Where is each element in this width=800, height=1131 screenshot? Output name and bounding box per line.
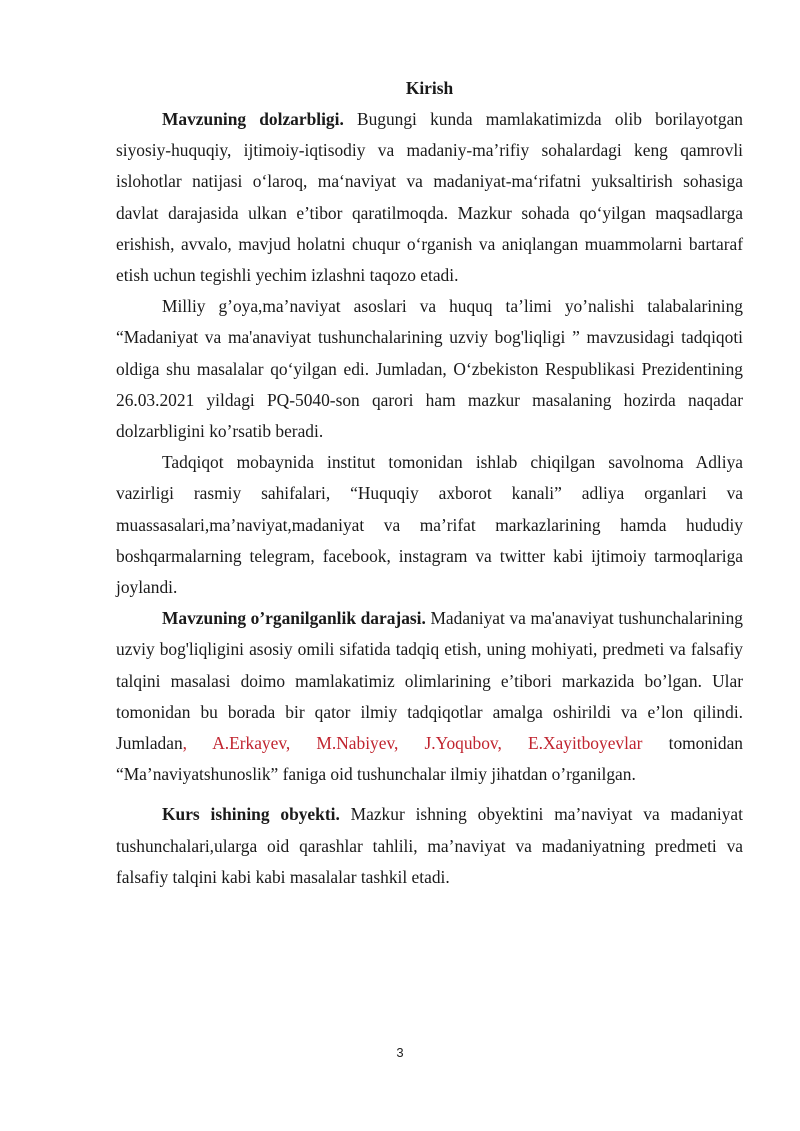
paragraph-heading: Mavzuning o’rganilganlik darajasi. [162,608,426,629]
paragraph-text: Mazkur ishning obyektini ma’naviyat va madaniyat tushunchalari,ularga oid qarashlar tahlili, ma’naviyat va madaniyatning predmeti va falsafiy talqini kabi kabi masalalar tashkil etadi. [116,804,743,887]
paragraph-text: Tadqiqot mobaynida institut tomonidan ishlab chiqilgan savolnoma Adliya vazirligi rasmiy sahifalari, “Huquqiy axborot kanali” adliya organlari va muassasalari,ma’naviyat,madaniyat va ma’rifat markazlarining hamda hududiy boshqarmalarning telegram, facebook, instagram va twitter kabi ijtimoiy tarmoqlariga joylandi. [116,452,743,598]
paragraph-goal [116,291,743,447]
paragraph-research [116,447,743,603]
paragraph-text: Madaniyat va ma'anaviyat tushunchalarining uzviy bog'liqligini asosiy omili sifatida tadqiq etish, uning mohiyati, predmeti va falsafiy talqini masalasi doimo mamlakatimiz olimlarining e’tibori markazida bo’lgan. Ular tomonidan bu borada bir qator ilmiy tadqiqotlar amalga oshirildi va e’lon qilindi. Jumladan [116,608,743,754]
page-title: Kirish [405,78,454,98]
paragraph-object [116,799,743,893]
paragraph-relevance [116,104,743,291]
author-names: , A.Erkayev, M.Nabiyev, J.Yoqubov, E.Xayitboyevlar [182,733,643,754]
paragraph-text: Bugungi kunda mamlakatimizda olib borilayotgan siyosiy-huquqiy, ijtimoiy-iqtisodiy va madaniy-ma’rifiy sohalardagi keng qamrovli islohotlar natijasi o‘laroq, ma‘naviyat va madaniyat-ma‘rifatni yuksaltirish sohasiga davlat darajasida ulkan e’tibor qaratilmoqda. Mazkur sohada qo‘yilgan maqsadlarga erishish, avvalo, mavjud holatni chuqur o‘rganish va aniqlangan muammolarni bartaraf etish uchun tegishli yechim izlashni taqozo etadi. [116,109,743,286]
document-page [116,74,743,893]
page-number: 3 [396,1045,404,1060]
paragraph-heading: Kurs ishining obyekti. [162,804,340,825]
paragraph-text: Milliy g’oya,ma’naviyat asoslari va huquq ta’limi yo’nalishi talabalarining “Madaniyat va ma'anaviyat tushunchalarining uzviy bog'liqligi ” mavzusidagi tadqiqoti oldiga shu masalalar qo‘yilgan edi. Jumladan, O‘zbekiston Respublikasi Prezidentining 26.03.2021 yildagi PQ-5040-son qarori ham mazkur masalaning hozirda naqadar dolzarbligini ko’rsatib beradi. [116,296,743,442]
paragraph-study-level [116,603,743,790]
paragraph-spacer [116,790,743,799]
paragraph-text: tomonidan “Ma’naviyatshunoslik” faniga oid tushunchalar ilmiy jihatdan o’rganilgan. [116,733,743,785]
paragraph-heading: Mavzuning dolzarbligi. [162,109,344,129]
